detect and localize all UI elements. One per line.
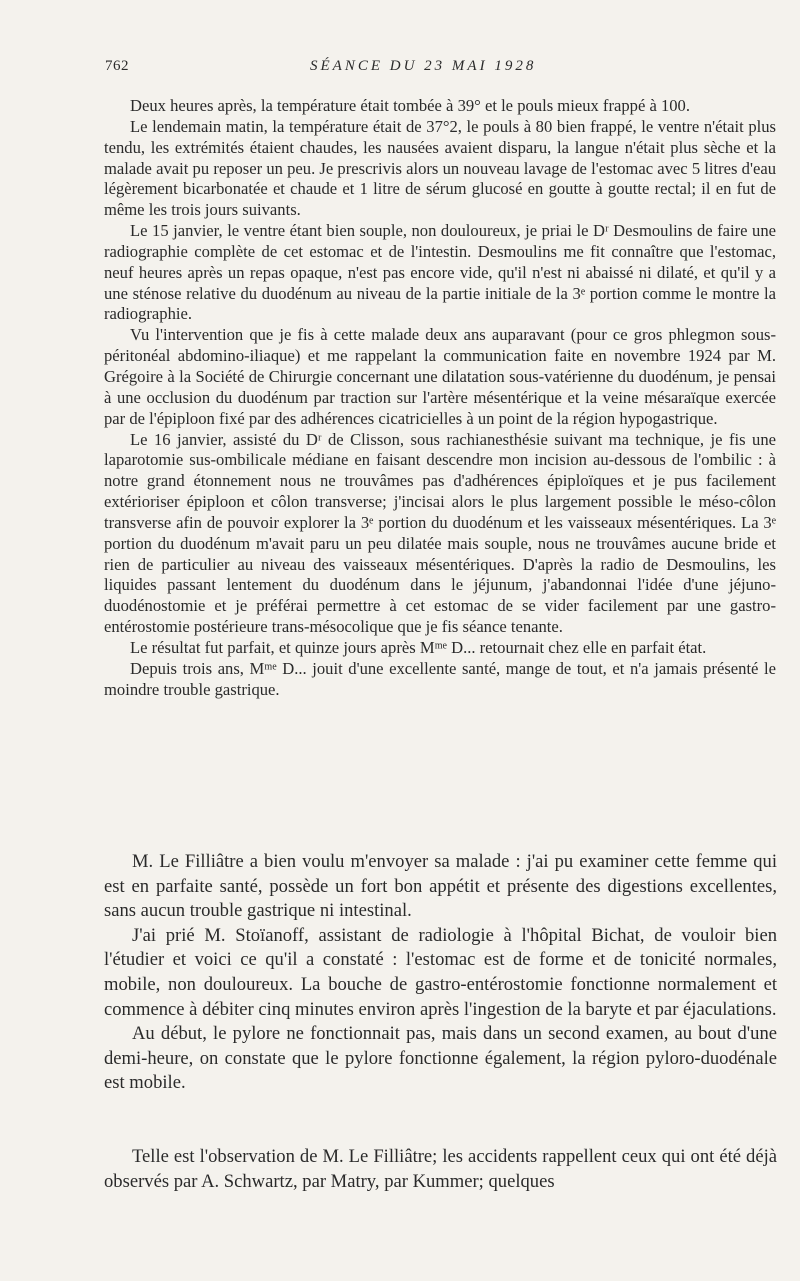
- running-title: SÉANCE DU 23 MAI 1928: [310, 58, 537, 74]
- paragraph: Le lendemain matin, la température était de 37°2, le pouls à 80 bien frappé, le ventre n'était plus tendu, les extrémités étaient chaudes, les nausées avaient disparu, la langue n'était plus sèche et la malade avait pu reposer un peu. Je prescrivis alors un nouveau lavage de l'estomac avec 5 litres d'eau légèrement bicarbonatée et chaude et 1 litre de sérum glucosé en goutte à goutte rectal; il en fut de même les trois jours suivants.: [104, 116, 776, 220]
- paragraph: Deux heures après, la température était tombée à 39° et le pouls mieux frappé à 100.: [130, 96, 691, 115]
- paragraph: Telle est l'observation de M. Le Filliâtre; les accidents rappellent ceux qui ont été déjà observés par A. Schwartz, par Matry, par Kummer; quelques: [104, 1146, 777, 1192]
- paragraph: Le résultat fut parfait, et quinze jours après Mᵐᵉ D... retournait chez elle en parfait état.: [130, 637, 707, 657]
- paragraph: Le 16 janvier, assisté du Dʳ de Clisson, sous rachianesthésie suivant ma technique, je fis une laparotomie sus-ombilicale médiane en faisant descendre mon incision au-dessous de l'ombilic : à notre grand étonnement nous ne trouvâmes pas d'adhérences épiploïques et je pus facilement extérioriser épiploon et côlon transverse; j'incisai alors le plus largement possible le méso-côlon transverse afin de pouvoir explorer la 3ᵉ portion du duodénum et les vaisseaux mésentériques. La 3ᵉ portion du duodénum m'avait paru un peu dilatée mais souple, nous ne trouvâmes aucune bride et rien de particulier au niveau des vaisseaux mésentériques. D'après la radio de Desmoulins, les liquides passant lentement du duodénum dans le jéjunum, j'abandonnai l'idée d'une jéjuno-duodénostomie et je préférai permettre à cet estomac de se vider facilement par une gastro-entérostomie postérieure trans-mésocolique que je fis séance tenante.: [104, 429, 776, 637]
- page-number: 762: [105, 58, 129, 74]
- paragraph: Vu l'intervention que je fis à cette malade deux ans auparavant (pour ce gros phlegmon sous-péritonéal abdomino-iliaque) et me rappelant la communication faite en novembre 1924 par M. Grégoire à la Société de Chirurgie concernant une dilatation sous-vatérienne du duodénum, je pensai à une occlusion du duodénum par traction sur l'artère mésentérique et la veine mésaraïque exercée par de l'épiploon fixé par des adhérences cicatricielles à un point de la région hypogastrique.: [104, 325, 776, 428]
- conclusion-text: [104, 1145, 777, 1194]
- paragraph: Depuis trois ans, Mᵐᵉ D... jouit d'une excellente santé, mange de tout, et n'a jamais présenté le moindre trouble gastrique.: [104, 658, 776, 699]
- paragraph: M. Le Filliâtre a bien voulu m'envoyer sa malade : j'ai pu examiner cette femme qui est en parfaite santé, possède un fort bon appétit et présente des digestions excellentes, sans aucun trouble gastrique ni intestinal.: [104, 851, 777, 922]
- commentary-text: [104, 850, 777, 1096]
- paragraph: J'ai prié M. Stoïanoff, assistant de radiologie à l'hôpital Bichat, de vouloir bien l'étudier et voici ce qu'il a constaté : l'estomac est de forme et de tonicité normales, mobile, non douloureux. La bouche de gastro-entérostomie fonctionne normalement et commence à débiter cinq minutes environ après l'ingestion de la baryte et par éjaculations.: [104, 924, 777, 1020]
- paragraph: Le 15 janvier, le ventre étant bien souple, non douloureux, je priai le Dʳ Desmoulins de faire une radiographie complète de cet estomac et de l'intestin. Desmoulins me fit connaître que l'estomac, neuf heures après un repas opaque, n'est pas encore vide, qu'il n'est ni abaissé ni dilaté, et qu'il y a une sténose relative du duodénum au niveau de la partie initiale de la 3ᵉ portion comme le montre la radiographie.: [104, 221, 776, 324]
- case-report-text: [104, 96, 776, 700]
- page-header: [105, 58, 705, 82]
- paragraph: Au début, le pylore ne fonctionnait pas, mais dans un second examen, au bout d'une demi-heure, on constate que le pylore fonctionne également, la région pyloro-duodénale est mobile.: [104, 1023, 777, 1094]
